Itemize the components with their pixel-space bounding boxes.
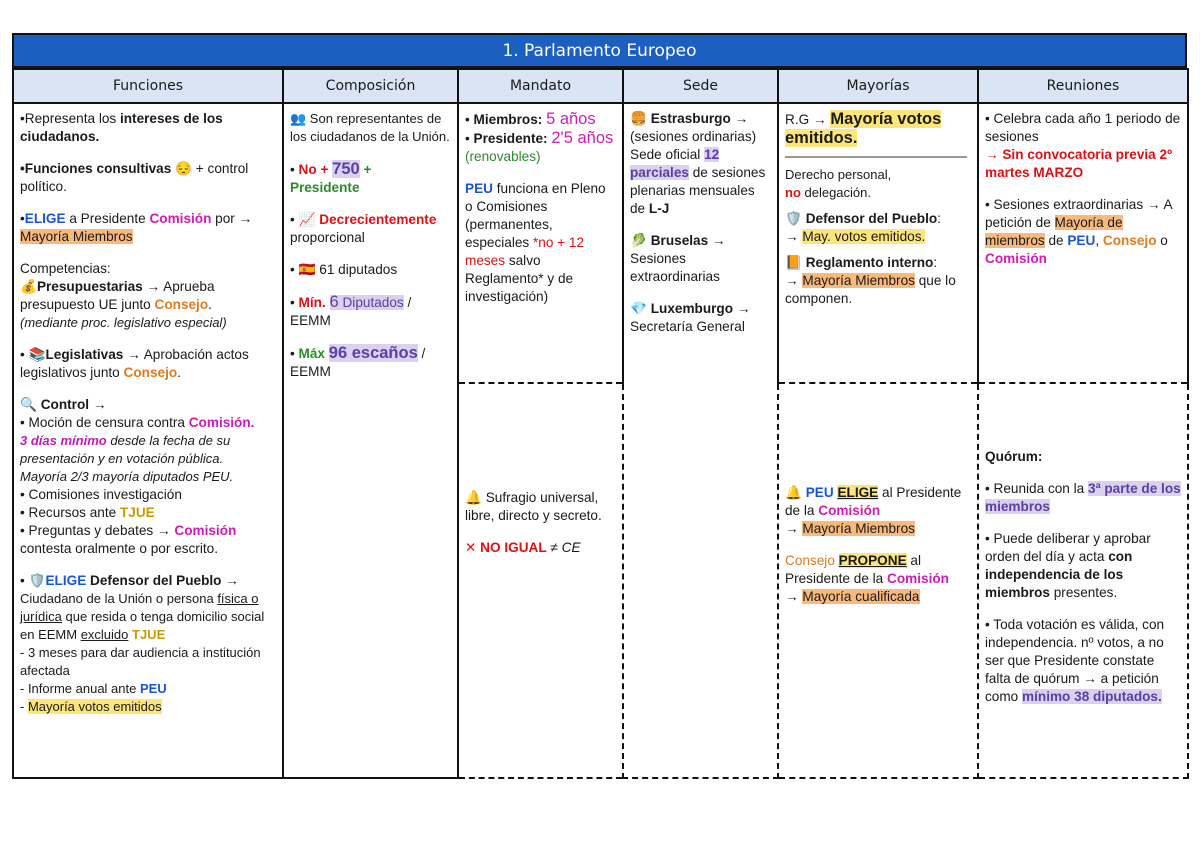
gem-icon: 💎 <box>630 301 647 316</box>
chart-up-icon: 📈 <box>298 212 316 227</box>
people-icon: 👥 <box>290 111 307 126</box>
cell-reuniones-bottom: Quórum: • Reunida con la 3ª parte de los miembros • Puede deliberar y aprobar orden del día y acta con independencia de los miembros presentes. • Toda votación es válida, con independencia. nº votos, a no ser que Presidente constate falta de quórum → a petición como mínimo 38 diputados. <box>978 383 1188 778</box>
book-icon: 📙 <box>785 255 802 270</box>
face-icon: 😔 <box>175 161 193 176</box>
cross-icon: ✕ <box>465 540 477 555</box>
money-bag-icon: 💰 <box>20 279 37 294</box>
header-mayorias: Mayorías <box>778 69 978 103</box>
summary-sheet <box>12 33 1187 779</box>
bell-icon: 🔔 <box>785 485 802 500</box>
leaf-icon: 🥬 <box>630 233 647 248</box>
shield-icon: 🛡️ <box>28 573 46 588</box>
cell-reuniones-top: • Celebra cada año 1 periodo de sesiones → Sin convocatoria previa 2º martes MARZO • Sesiones extraordinarias → A petición de Mayoría de miembros de PEU, Consejo o Comisión <box>978 103 1188 383</box>
shield-icon: 🛡️ <box>785 211 802 226</box>
magnifier-icon: 🔍 <box>20 397 37 412</box>
summary-table <box>12 68 1189 779</box>
header-mandato: Mandato <box>458 69 623 103</box>
page-title: 1. Parlamento Europeo <box>12 33 1187 68</box>
cell-mayorias-bottom: 🔔 PEU ELIGE al Presidente de la Comisión → Mayoría Miembros Consejo PROPONE al Presidente de la Comisión → Mayoría cualificada <box>778 383 978 778</box>
cell-composicion: 👥 Son representantes de los ciudadanos de la Unión. • No + 750 + Presidente • 📈 Decrecientemente proporcional • 🇪🇸 61 diputados • Mín. 6 Diputados / EEMM • Máx 96 escaños / EEMM <box>283 103 458 778</box>
cell-mandato-top: • Miembros: 5 años • Presidente: 2'5 años (renovables) PEU funciona en Pleno o Comisiones (permanentes, especiales *no + 12 meses salvo Reglamento* y de investigación) <box>458 103 623 383</box>
divider <box>785 156 967 158</box>
header-reuniones: Reuniones <box>978 69 1188 103</box>
cell-mandato-bottom: 🔔 Sufragio universal, libre, directo y secreto. ✕ NO IGUAL ≠ CE <box>458 383 623 778</box>
cell-sede: 🍔 Estrasburgo → (sesiones ordinarias) Sede oficial 12 parciales de sesiones plenarias mensuales de L-J 🥬 Bruselas → Sesiones extraordinarias 💎 Luxemburgo → Secretaría General <box>623 103 778 778</box>
bell-icon: 🔔 <box>465 490 482 505</box>
books-icon: 📚 <box>28 347 46 362</box>
burger-icon: 🍔 <box>630 111 647 126</box>
spain-flag-icon: 🇪🇸 <box>298 262 316 277</box>
header-sede: Sede <box>623 69 778 103</box>
header-funciones: Funciones <box>13 69 283 103</box>
cell-mayorias-top: R.G → Mayoría votos emitidos. Derecho personal, no delegación. 🛡️ Defensor del Pueblo: → May. votos emitidos. 📙 Reglamento interno: → Mayoría Miembros que lo componen. <box>778 103 978 383</box>
header-composicion: Composición <box>283 69 458 103</box>
cell-funciones: •Representa los intereses de los ciudadanos. •Funciones consultivas 😔 + control político. •ELIGE a Presidente Comisión por → Mayoría Miembros Competencias: 💰Presupuestarias → Aprueba presupuesto UE junto Consejo. (mediante proc. legislativo especial) • 📚Legislativas → Aprobación actos legislativos junto Consejo. 🔍 Control → • Moción de censura contra Comisión. 3 días mínimo desde la fecha de su presentación y en votación pública. Mayoría 2/3 mayoría diputados PEU. • Comisiones investigación • Recursos ante TJUE • Preguntas y debates → Comisión contesta oralmente o por escrito. • 🛡️ELIGE Defensor del Pueblo → Ciudadano de la Unión o persona física o jurídica que resida o tenga domicilio social en EEMM excluido TJUE - 3 meses para dar audiencia a institución afectada - Informe anual ante PEU - Mayoría votos emitidos <box>13 103 283 778</box>
